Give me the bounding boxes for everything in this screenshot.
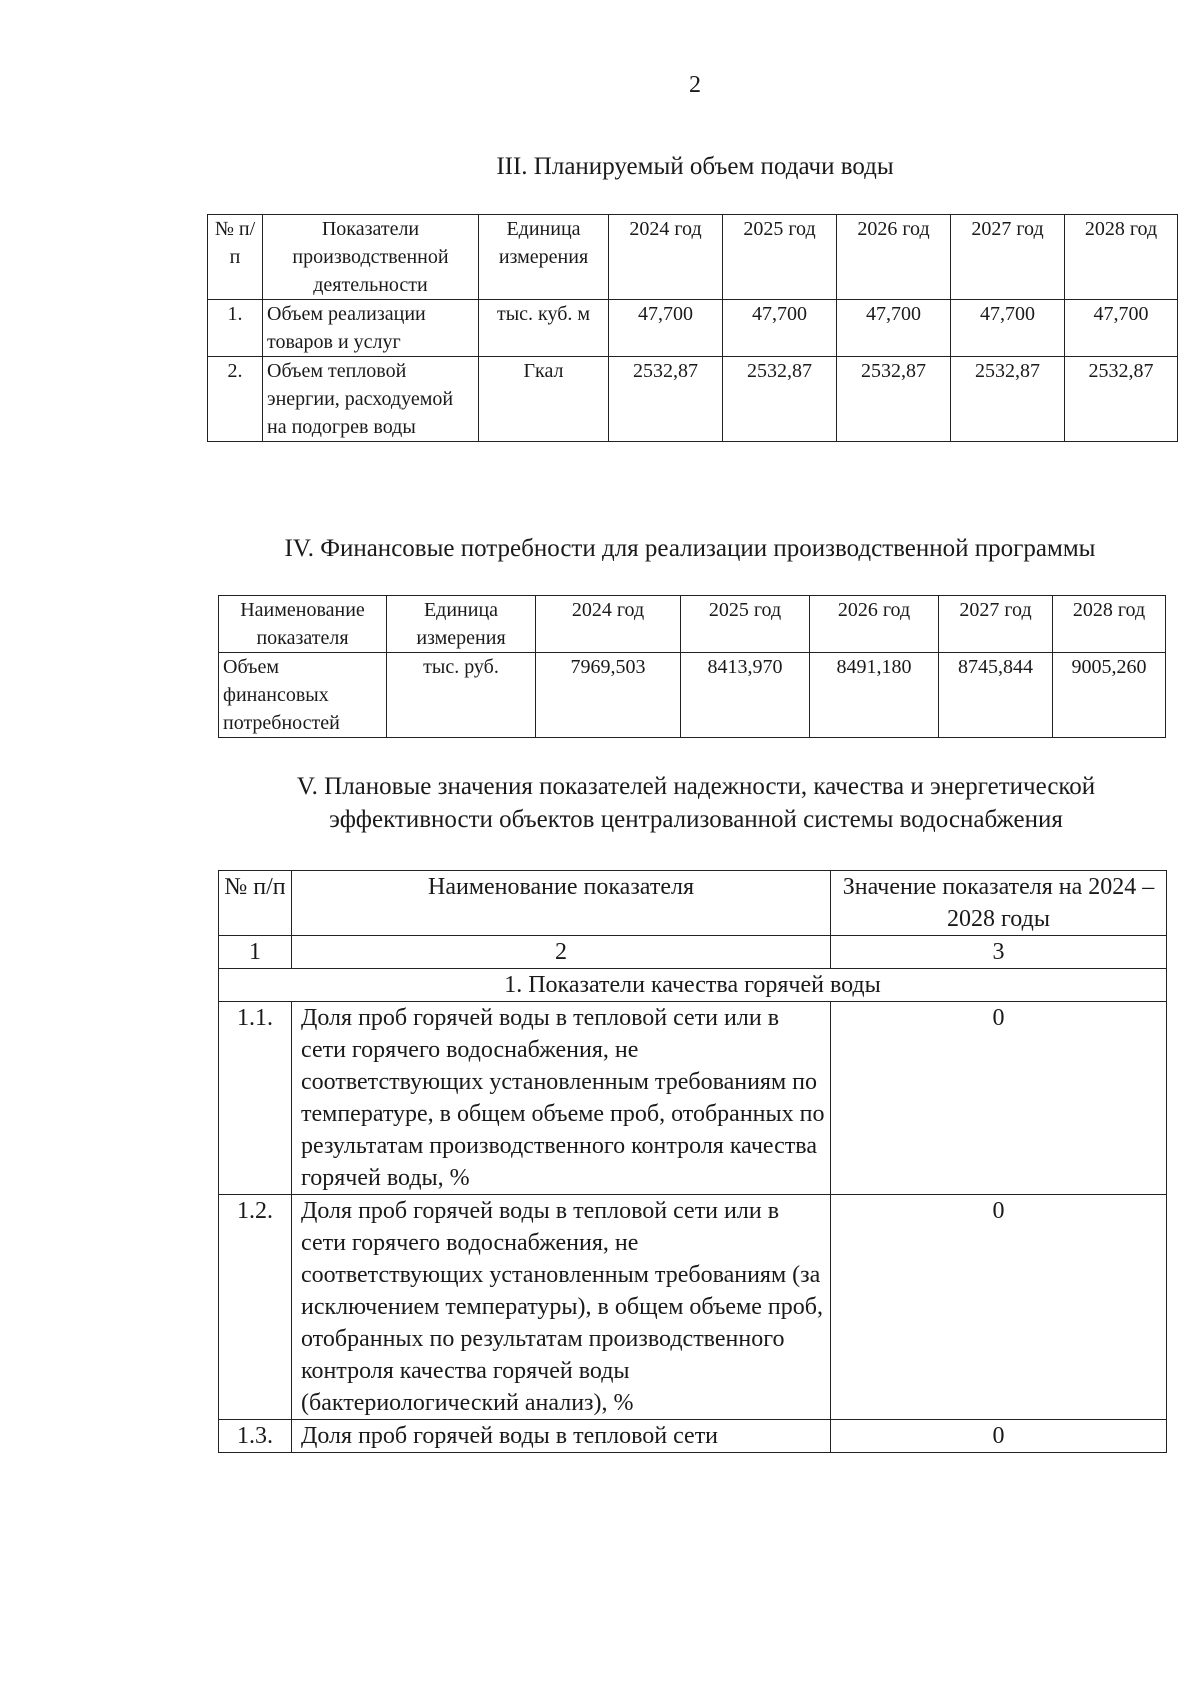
header-year: 2025 год xyxy=(681,596,810,653)
header-num: № п/п xyxy=(208,215,263,300)
row-name: Доля проб горячей воды в тепловой сети xyxy=(292,1420,831,1453)
row-value: 9005,260 xyxy=(1053,653,1166,738)
row-value: 2532,87 xyxy=(837,357,951,442)
row-name: Объем финансовых потребностей xyxy=(219,653,387,738)
table-header-row xyxy=(208,215,1178,300)
section-5-title-line2: эффективности объектов централизованной системы водоснабжения xyxy=(329,806,1063,833)
table-header-row xyxy=(219,871,1167,936)
row-value: 47,700 xyxy=(1065,300,1178,357)
group-title: 1. Показатели качества горячей воды xyxy=(219,969,1167,1002)
header-year: 2024 год xyxy=(609,215,723,300)
row-value: 2532,87 xyxy=(723,357,837,442)
row-value: 47,700 xyxy=(609,300,723,357)
column-number: 3 xyxy=(831,936,1167,969)
header-year: 2027 год xyxy=(951,215,1065,300)
header-year: 2025 год xyxy=(723,215,837,300)
section-4-title: IV. Финансовые потребности для реализации производственной программы xyxy=(284,535,1096,562)
header-year: 2028 год xyxy=(1065,215,1178,300)
row-value: 0 xyxy=(831,1420,1167,1453)
table-row xyxy=(219,653,1166,738)
header-year: 2026 год xyxy=(837,215,951,300)
financial-needs-table xyxy=(218,595,1166,738)
row-value: 8491,180 xyxy=(810,653,939,738)
row-value: 47,700 xyxy=(951,300,1065,357)
row-value: 8413,970 xyxy=(681,653,810,738)
group-row xyxy=(219,969,1167,1002)
row-name: Доля проб горячей воды в тепловой сети или в сети горячего водоснабжения, не соответствующих установленным требованиям (за исключением температуры), в общем объеме проб, отобранных по результатам производственного контроля качества горячей воды (бактериологический анализ), % xyxy=(292,1195,831,1420)
header-year: 2024 год xyxy=(536,596,681,653)
column-number: 2 xyxy=(292,936,831,969)
row-name: Доля проб горячей воды в тепловой сети или в сети горячего водоснабжения, не соответствующих установленным требованиям по температуре, в общем объеме проб, отобранных по результатам производственного контроля качества горячей воды, % xyxy=(292,1002,831,1195)
section-3-title: III. Планируемый объем подачи воды xyxy=(496,153,894,180)
row-num: 1.2. xyxy=(219,1195,292,1420)
row-unit: тыс. руб. xyxy=(387,653,536,738)
column-number-row xyxy=(219,936,1167,969)
row-name: Объем тепловой энергии, расходуемой на подогрев воды xyxy=(263,357,479,442)
row-value: 2532,87 xyxy=(1065,357,1178,442)
table-row xyxy=(208,300,1178,357)
row-value: 0 xyxy=(831,1195,1167,1420)
header-name: Наименование показателя xyxy=(292,871,831,936)
row-value: 8745,844 xyxy=(939,653,1053,738)
table-row xyxy=(208,357,1178,442)
row-value: 0 xyxy=(831,1002,1167,1195)
row-unit: тыс. куб. м xyxy=(479,300,609,357)
header-year: 2026 год xyxy=(810,596,939,653)
table-row xyxy=(219,1195,1167,1420)
section-5-title xyxy=(236,770,1156,836)
row-name: Объем реализации товаров и услуг xyxy=(263,300,479,357)
header-year: 2027 год xyxy=(939,596,1053,653)
row-value: 47,700 xyxy=(723,300,837,357)
header-name: Наименование показателя xyxy=(219,596,387,653)
table-row xyxy=(219,1420,1167,1453)
page-number: 2 xyxy=(689,72,701,98)
row-num: 1.1. xyxy=(219,1002,292,1195)
header-indicator: Показатели производственной деятельности xyxy=(263,215,479,300)
header-num: № п/п xyxy=(219,871,292,936)
column-number: 1 xyxy=(219,936,292,969)
quality-indicators-table xyxy=(218,870,1167,1453)
header-year: 2028 год xyxy=(1053,596,1166,653)
section-5-title-line1: V. Плановые значения показателей надежности, качества и энергетической xyxy=(296,773,1096,800)
header-unit: Единица измерения xyxy=(387,596,536,653)
table-row xyxy=(219,1002,1167,1195)
header-value: Значение показателя на 2024 – 2028 годы xyxy=(831,871,1167,936)
row-num: 1. xyxy=(208,300,263,357)
row-value: 7969,503 xyxy=(536,653,681,738)
water-supply-table xyxy=(207,214,1178,442)
row-value: 47,700 xyxy=(837,300,951,357)
row-value: 2532,87 xyxy=(951,357,1065,442)
table-header-row xyxy=(219,596,1166,653)
row-value: 2532,87 xyxy=(609,357,723,442)
row-num: 2. xyxy=(208,357,263,442)
header-unit: Единица измерения xyxy=(479,215,609,300)
row-num: 1.3. xyxy=(219,1420,292,1453)
row-unit: Гкал xyxy=(479,357,609,442)
